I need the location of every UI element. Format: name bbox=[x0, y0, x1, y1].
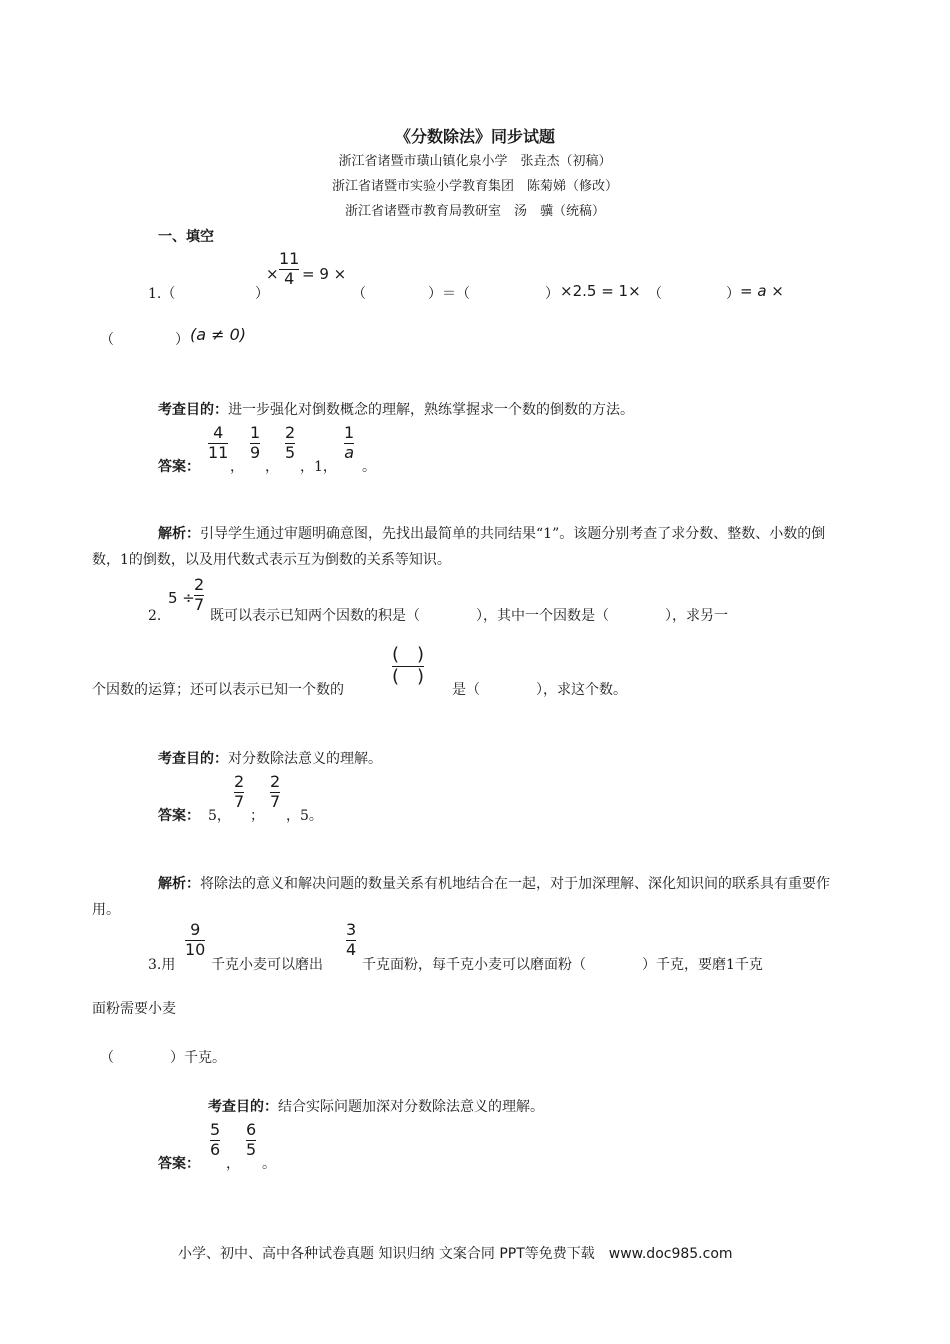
q1-fraction bbox=[279, 251, 299, 288]
q1-paren: （ bbox=[352, 286, 366, 302]
answer-fraction bbox=[344, 425, 354, 462]
numerator: 9 bbox=[190, 920, 201, 939]
q1-paren: ） bbox=[726, 286, 740, 302]
answer-fraction bbox=[250, 425, 260, 462]
q3-text-1: 千克小麦可以磨出 bbox=[211, 957, 323, 973]
purpose-text: 进一步强化对倒数概念的理解，熟练掌握求一个数的倒数的方法。 bbox=[228, 402, 634, 418]
q1-analysis bbox=[92, 521, 852, 573]
page-title: 《分数除法》同步试题 bbox=[394, 127, 555, 146]
footer-text: 小学、初中、高中各种试卷真题 知识归纳 文案合同 PPT等免费下载 www.doc985.com bbox=[178, 1246, 733, 1262]
denominator: 6 bbox=[210, 1139, 221, 1159]
denominator: 5 bbox=[285, 442, 296, 462]
numerator: 2 bbox=[270, 772, 281, 791]
separator: ， bbox=[226, 1156, 240, 1172]
q3-text-3: 面粉需要小麦 bbox=[92, 1001, 176, 1017]
denominator: 7 bbox=[194, 594, 205, 614]
answer-fraction bbox=[270, 774, 280, 811]
answer-first: 5， bbox=[208, 808, 231, 824]
denominator: 11 bbox=[208, 442, 229, 462]
denominator: a bbox=[344, 442, 354, 462]
q1-paren: （ bbox=[648, 286, 662, 302]
analysis-text: 引导学生通过审题明确意图，先找出最简单的共同结果“1”。该题分别考查了求分数、整数、小数的倒数，1的倒数，以及用代数式表示互为倒数的关系等知识。 bbox=[92, 526, 826, 568]
q1-eqa: = a × bbox=[740, 282, 784, 300]
answer-fraction bbox=[246, 1122, 256, 1159]
q3-text-4: （ ）千克。 bbox=[100, 1050, 226, 1066]
separator: ， bbox=[230, 459, 244, 475]
q1-paren: ）＝（ bbox=[428, 286, 470, 302]
q1-eq9: = 9 × bbox=[302, 265, 347, 283]
answer-fraction bbox=[208, 425, 228, 462]
q1-mul25: ×2.5 = 1× bbox=[560, 282, 641, 300]
analysis-text: 将除法的意义和解决问题的数量关系有机地结合在一起，对于加深理解、深化知识间的联系具有重要作用。 bbox=[92, 876, 830, 918]
answer-end: 。 bbox=[262, 1156, 276, 1172]
times-sign: × bbox=[266, 265, 279, 283]
purpose-label: 考查目的： bbox=[158, 402, 228, 418]
q1-paren: （ bbox=[100, 332, 114, 348]
q3-text-2: 千克面粉，每千克小麦可以磨面粉（ ）千克，要磨1千克 bbox=[362, 957, 763, 973]
q1-paren: ） bbox=[175, 332, 189, 348]
q3-number: 3.用 bbox=[148, 957, 176, 973]
analysis-label: 解析： bbox=[158, 526, 200, 542]
numerator: 2 bbox=[194, 575, 205, 594]
q2-expression: 5 ÷ bbox=[168, 589, 195, 607]
denominator: 7 bbox=[270, 791, 281, 811]
purpose-text: 对分数除法意义的理解。 bbox=[228, 751, 382, 767]
separator: ， bbox=[265, 459, 279, 475]
numerator: 3 bbox=[346, 920, 357, 939]
answer-fraction bbox=[285, 425, 295, 462]
author-line-3: 浙江省诸暨市教育局教研室 汤 骥（统稿） bbox=[344, 204, 605, 219]
denominator: 9 bbox=[250, 442, 261, 462]
q2-text-1: 既可以表示已知两个因数的积是（ ），其中一个因数是（ ），求另一 bbox=[210, 608, 728, 624]
section-heading: 一、填空 bbox=[158, 229, 214, 245]
answer-end: ，5。 bbox=[286, 808, 323, 824]
denominator: ( ) bbox=[392, 665, 425, 687]
author-line-1: 浙江省诸暨市璜山镇化泉小学 张垚杰（初稿） bbox=[338, 154, 612, 169]
denominator: 4 bbox=[284, 268, 295, 288]
numerator: 4 bbox=[213, 423, 224, 442]
q3-fraction bbox=[185, 922, 205, 959]
q2-analysis bbox=[92, 871, 852, 923]
q3-purpose bbox=[208, 1099, 544, 1116]
denominator: 4 bbox=[346, 939, 357, 959]
numerator: 2 bbox=[234, 772, 245, 791]
numerator: ( ) bbox=[392, 644, 425, 665]
answer-fraction bbox=[234, 774, 244, 811]
q1-number: 1.（ bbox=[148, 286, 176, 302]
q1-answer-label: 答案： bbox=[158, 459, 200, 475]
q2-answer-label: 答案： bbox=[158, 808, 200, 824]
q2-number: 2. bbox=[148, 608, 162, 624]
denominator: 7 bbox=[234, 791, 245, 811]
denominator: 10 bbox=[185, 939, 206, 959]
numerator: 1 bbox=[344, 423, 355, 442]
purpose-label: 考查目的： bbox=[158, 751, 228, 767]
q2-fraction bbox=[194, 577, 204, 614]
q2-text-2b: 是（ ），求这个数。 bbox=[452, 682, 627, 698]
q1-condition: (a ≠ 0) bbox=[190, 325, 247, 344]
q1-purpose bbox=[158, 402, 634, 419]
numerator: 1 bbox=[250, 423, 261, 442]
purpose-text: 结合实际问题加深对分数除法意义的理解。 bbox=[278, 1099, 544, 1115]
numerator: 6 bbox=[246, 1120, 257, 1139]
q1-paren: ） bbox=[545, 286, 559, 302]
q2-text-2a: 个因数的运算；还可以表示已知一个数的 bbox=[92, 682, 344, 698]
answer-end: 。 bbox=[362, 459, 376, 475]
answer-fraction bbox=[210, 1122, 220, 1159]
q2-purpose bbox=[158, 751, 382, 768]
separator: ； bbox=[250, 808, 264, 824]
q3-fraction bbox=[346, 922, 356, 959]
blank-fraction bbox=[392, 646, 424, 687]
numerator: 5 bbox=[210, 1120, 221, 1139]
analysis-label: 解析： bbox=[158, 876, 200, 892]
purpose-label: 考查目的： bbox=[208, 1099, 278, 1115]
numerator: 2 bbox=[285, 423, 296, 442]
author-line-2: 浙江省诸暨市实验小学教育集团 陈菊娣（修改） bbox=[331, 179, 618, 194]
denominator: 5 bbox=[246, 1139, 257, 1159]
q1-paren: ） bbox=[255, 286, 269, 302]
numerator: 11 bbox=[279, 249, 300, 268]
q3-answer-label: 答案： bbox=[158, 1156, 200, 1172]
answer-one: ，1， bbox=[300, 459, 337, 475]
